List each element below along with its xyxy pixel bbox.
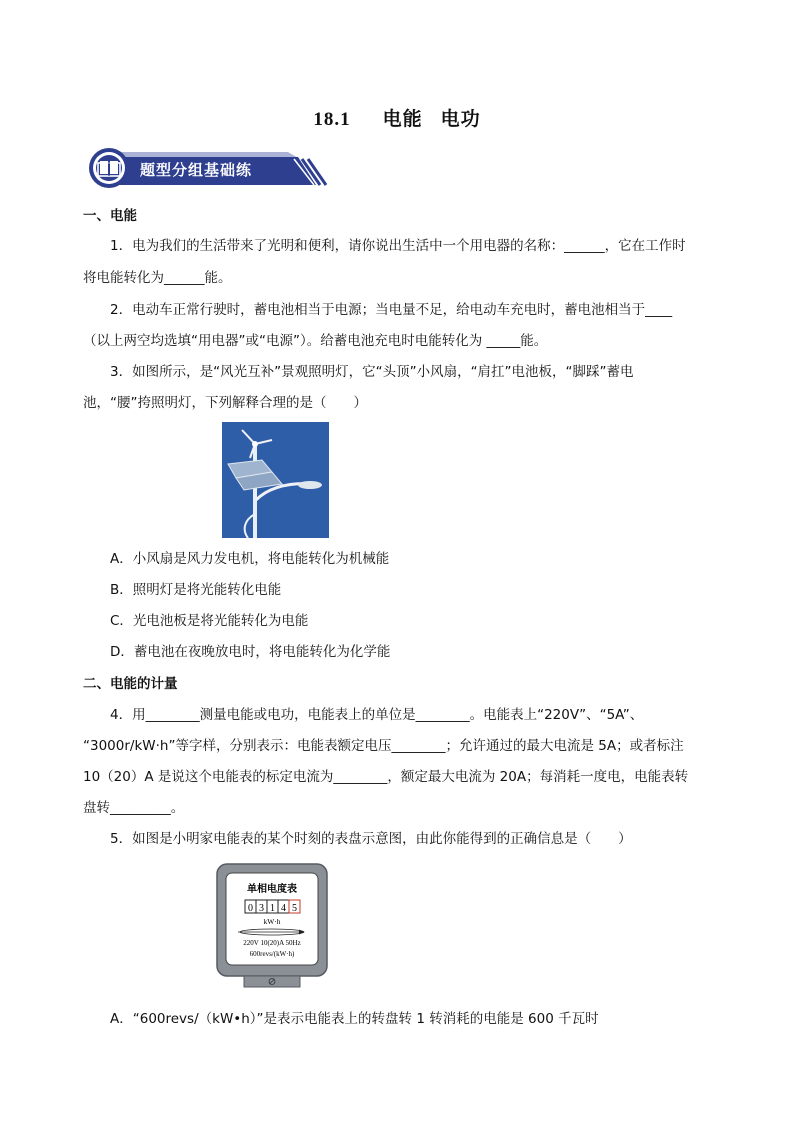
meter-digit: 5	[292, 903, 297, 914]
q3-option-d: D．蓄电池在夜晚放电时，将电能转化为化学能	[110, 644, 391, 660]
q3-option-b: B．照明灯是将光能转化电能	[110, 582, 282, 598]
electric-meter-image	[216, 863, 328, 988]
meter-digit: 1	[270, 903, 275, 914]
q4-line3: 10（20）A 是说这个电能表的标定电流为________，额定最大电流为 20A；每消耗一度电，电能表转	[83, 769, 689, 785]
q5-line1: 5．如图是小明家电能表的某个时刻的表盘示意图，由此你能得到的正确信息是（ ）	[110, 831, 632, 847]
q1-line1: 1．电为我们的生活带来了光明和便利，请你说出生活中一个用电器的名称：______，它在工作时	[110, 238, 686, 254]
banner-label: 题型分组基础练	[140, 161, 253, 179]
q3-line2: 池，“腰”挎照明灯，下列解释合理的是（ ）	[83, 395, 367, 411]
q4-line1: 4．用________测量电能或电功，电能表上的单位是________。电能表上“220V”、“5A”、	[110, 707, 644, 723]
q2-line2: （以上两空均选填“用电器”或“电源”）。给蓄电池充电时电能转化为 _____能。	[83, 333, 548, 349]
meter-revs: 600revs/(kW·h)	[249, 950, 295, 958]
q3-option-a: A．小风扇是风力发电机，将电能转化为机械能	[110, 551, 390, 567]
meter-digit: 0	[248, 903, 253, 914]
q4-line4: 盘转_________。	[83, 800, 185, 816]
meter-digit: 3	[259, 903, 264, 914]
wind-solar-lamp-image	[222, 422, 329, 538]
meter-unit: kW·h	[263, 917, 281, 926]
meter-digits	[245, 900, 300, 914]
title-part1: 电能	[382, 108, 423, 130]
title-number: 18.1	[313, 109, 351, 130]
meter-digit: 4	[281, 903, 286, 914]
q3-option-c: C．光电池板是将光能转化为电能	[110, 613, 309, 629]
q1-line2: 将电能转化为______能。	[83, 270, 232, 286]
title-part2: 电功	[440, 108, 481, 130]
q4-line2: “3000r/kW·h”等字样，分别表示：电能表额定电压________；允许通过的最大电流是 5A；或者标注	[83, 738, 684, 754]
q5-option-a: A．“600revs/（kW•h）”是表示电能表上的转盘转 1 转消耗的电能是 600 千瓦时	[110, 1011, 599, 1027]
section-banner	[88, 147, 328, 189]
q2-line1: 2．电动车正常行驶时，蓄电池相当于电源；当电量不足，给电动车充电时，蓄电池相当于____	[110, 302, 673, 318]
book-icon	[98, 161, 120, 176]
q3-line1: 3．如图所示，是“风光互补”景观照明灯，它“头顶”小风扇，“肩扛”电池板，“脚踩”蓄电	[110, 364, 634, 380]
meter-title: 单相电度表	[247, 884, 297, 895]
meter-spec: 220V 10(20)A 50Hz	[243, 939, 301, 947]
section-heading-2: 二、电能的计量	[83, 676, 178, 692]
page-title	[0, 104, 794, 131]
section-heading-1: 一、电能	[83, 208, 137, 224]
